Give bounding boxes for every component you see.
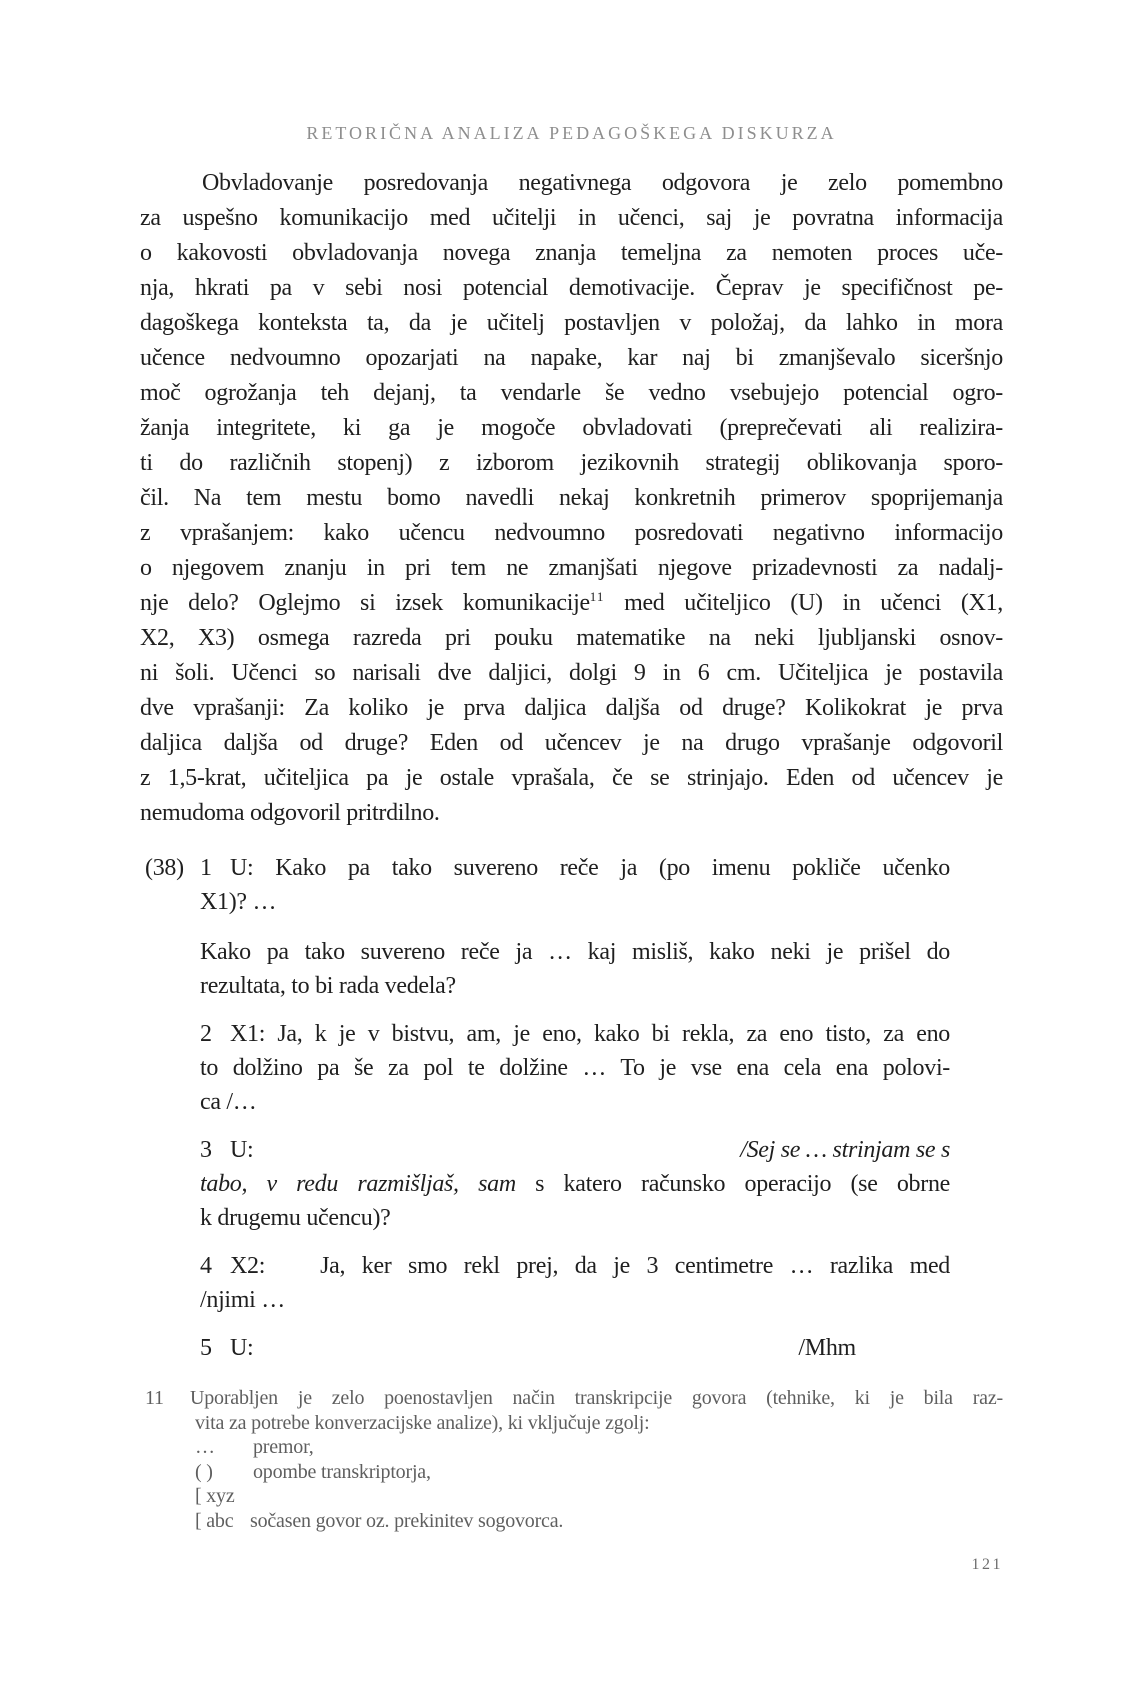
turn-text: s katero računsko operacijo (se obrne: [515, 1171, 950, 1197]
legend-row: [195, 1484, 1003, 1509]
turn-number: 2: [200, 1021, 212, 1047]
turn-line: ca /…: [200, 1089, 257, 1115]
paragraph-line: X2, X3) osmega razreda pri pouku matematike na neki ljubljanski osnov-: [140, 625, 1003, 651]
footnote-reference: 11: [589, 589, 605, 604]
example-number: (38): [145, 855, 184, 881]
dialogue-turn-5: [200, 1331, 950, 1365]
legend-row: [195, 1460, 1003, 1485]
paragraph-line: o njegovem znanju in pri tem ne zmanjšati njegove prizadevnosti za nadalj-: [140, 555, 1003, 581]
turn-line: [200, 851, 950, 885]
paragraph-text: nje delo? Oglejmo si izsek komunikacije: [140, 590, 590, 616]
legend-meaning: premor,: [253, 1436, 314, 1458]
turn-number: 5: [200, 1335, 212, 1361]
footnote-text: Uporabljen je zelo poenostavljen način transkripcije govora (tehnike, ki je bila raz-: [190, 1387, 1003, 1409]
paragraph-line: z vprašanjem: kako učencu nedvoumno posredovati negativno informacijo: [140, 520, 1003, 546]
turn-line: /njimi …: [200, 1287, 285, 1313]
turn-line: [200, 1167, 950, 1201]
dialogue-turn-2: [200, 1017, 950, 1119]
paragraph-line: učence nedvoumno opozarjati na napake, kar naj bi zmanjševalo siceršnjo: [140, 345, 1003, 371]
footnote: [140, 1386, 1003, 1533]
legend-symbol: ( ): [195, 1460, 213, 1483]
page-number: 121: [971, 1556, 1003, 1573]
paragraph-line: nemudoma odgovoril pritrdilno.: [140, 800, 440, 826]
footnote-line: vita za potrebe konverzacijske analize), ki vključuje zgolj:: [195, 1411, 650, 1434]
turn-number: 3: [200, 1137, 212, 1163]
turn-text-italic: tabo, v redu razmišljaš, sam: [200, 1171, 516, 1197]
turn-line: to dolžino pa še za pol te dolžine … To je vse ena cela ena polovi-: [200, 1055, 950, 1081]
transcription-example: [145, 851, 950, 1365]
paragraph-line: ni šoli. Učenci so narisali dve daljici, dolgi 9 in 6 cm. Učiteljica je postavila: [140, 660, 1003, 686]
paragraph-line: za uspešno komunikacijo med učitelji in učenci, saj je povratna informacija: [140, 205, 1003, 231]
legend-row: [195, 1435, 1003, 1460]
overlap-text: /Sej se … strinjam se s: [740, 1137, 950, 1163]
speaker-label: X2:: [230, 1253, 266, 1279]
turn-text: U: Kako pa tako suvereno reče ja (po imenu pokliče učenko: [230, 855, 950, 881]
paragraph-line: dve vprašanji: Za koliko je prva daljica daljša od druge? Kolikokrat je prva: [140, 695, 1003, 721]
dialogue-turn-1: [200, 851, 950, 1003]
legend-meaning: opombe transkriptorja,: [253, 1460, 431, 1483]
paragraph-line: o kakovosti obvladovanja novega znanja temeljna za nemoten proces uče-: [140, 240, 1003, 266]
overlap-spacer: [253, 1133, 740, 1167]
turn-line: [200, 1331, 950, 1365]
footnote-number: 11: [145, 1387, 164, 1409]
turn-text: X1: Ja, k je v bistvu, am, je eno, kako bi rekla, za eno tisto, za eno: [230, 1021, 950, 1047]
turn-number: 1: [200, 855, 212, 881]
turn-line: k drugemu učencu)?: [200, 1205, 391, 1231]
speaker-label: U:: [230, 1335, 254, 1361]
dialogue-turn-4: [200, 1249, 950, 1317]
legend-symbol: …: [195, 1436, 215, 1458]
legend-symbol: [ xyz: [195, 1485, 235, 1507]
paragraph-line: daljica daljša od druge? Eden od učencev je na drugo vprašanje odgovoril: [140, 730, 1003, 756]
running-header: RETORIČNA ANALIZA PEDAGOŠKEGA DISKURZA: [306, 123, 837, 143]
turn-line: X1)? …: [200, 889, 277, 915]
turn-line: [200, 1249, 950, 1283]
turn-text: Ja, ker smo rekl prej, da je 3 centimetre … razlika med: [320, 1253, 950, 1279]
paragraph-line: dagoškega konteksta ta, da je učitelj postavljen v položaj, da lahko in mora: [140, 310, 1003, 336]
turn-number: 4: [200, 1253, 212, 1279]
overlap-text: /Mhm: [798, 1335, 856, 1361]
paragraph-line: žanja integritete, ki ga je mogoče obvladovati (preprečevati ali realizira-: [140, 415, 1003, 441]
paragraph-text: med učiteljico (U) in učenci (X1,: [604, 590, 1003, 616]
footnote-line: [140, 1386, 1003, 1411]
body-paragraph: [140, 166, 1003, 831]
paragraph-line: ti do različnih stopenj) z izborom jezikovnih strategij oblikovanja sporo-: [140, 450, 1003, 476]
dialogue-turn-3: [200, 1133, 950, 1235]
paragraph-line: moč ogrožanja teh dejanj, ta vendarle še vedno vsebujejo potencial ogro-: [140, 380, 1003, 406]
legend-row: [195, 1509, 1003, 1534]
paragraph-line: Obvladovanje posredovanja negativnega odgovora je zelo pomembno: [202, 170, 1003, 196]
legend-meaning: sočasen govor oz. prekinitev sogovorca.: [250, 1509, 564, 1532]
turn-line: [200, 1133, 950, 1167]
speaker-label: U:: [230, 1137, 254, 1163]
legend-symbol: [ abc: [195, 1509, 234, 1532]
paragraph-line: [140, 586, 1003, 621]
paragraph-line: z 1,5-krat, učiteljica pa je ostale vprašala, če se strinjajo. Eden od učencev je: [140, 765, 1003, 791]
turn-line: Kako pa tako suvereno reče ja … kaj misliš, kako neki je prišel do: [200, 939, 950, 965]
turn-line: rezultata, to bi rada vedela?: [200, 973, 456, 999]
footnote-body: [195, 1411, 1003, 1534]
paragraph-line: čil. Na tem mestu bomo navedli nekaj konkretnih primerov spoprijemanja: [140, 485, 1003, 511]
paragraph-line: nja, hkrati pa v sebi nosi potencial demotivacije. Čeprav je specifičnost pe-: [140, 275, 1003, 301]
turn-line: [200, 1017, 950, 1051]
